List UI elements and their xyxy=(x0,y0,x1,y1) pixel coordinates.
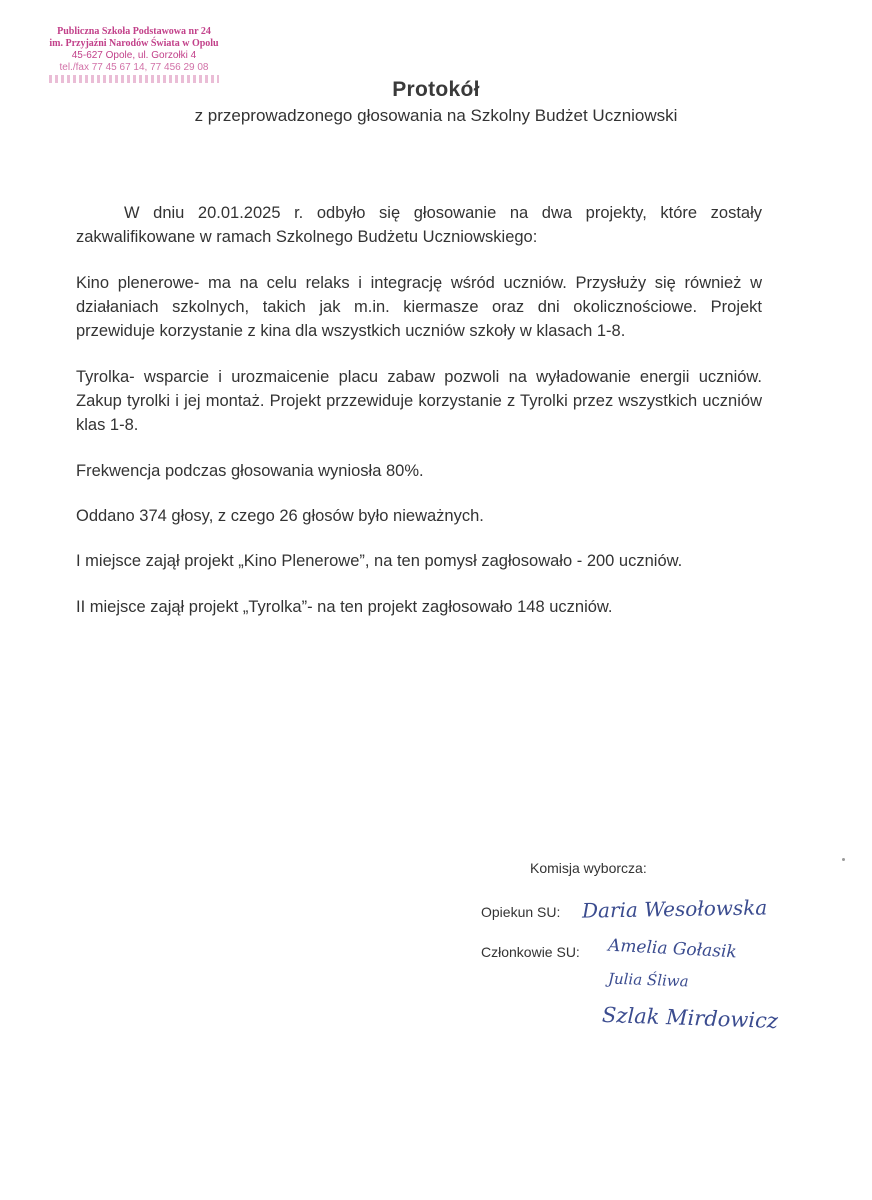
guardian-label: Opiekun SU: xyxy=(481,904,561,920)
document-body xyxy=(76,201,762,641)
member-signature-1: Amelia Gołasik xyxy=(607,935,738,963)
member-signature-3: Szlak Mirdowicz xyxy=(601,1002,779,1034)
paragraph-project-tyrolka: Tyrolka- wsparcie i urozmaicenie placu zabaw pozwoli na wyładowanie energii uczniów. Zakup tyrolki i jej montaż. Projekt przzewiduje korzystanie z Tyrolki przez wszystkich uczniów klas 1-8. xyxy=(76,368,762,434)
document-title: Protokół xyxy=(392,78,480,101)
paragraph-turnout: Frekwencja podczas głosowania wyniosła 80%. xyxy=(76,462,424,480)
document-subtitle: z przeprowadzonego głosowania na Szkolny Budżet Uczniowski xyxy=(194,106,678,125)
stamp-line-patron: im. Przyjaźni Narodów Świata w Opolu xyxy=(49,38,219,49)
paragraph-intro: W dniu 20.01.2025 r. odbyło się głosowanie na dwa projekty, które zostały zakwalifikowane w ramach Szkolnego Budżetu Uczniowskiego: xyxy=(76,204,762,246)
stamp-line-address: 45-627 Opole, ul. Gorzołki 4 xyxy=(71,50,197,61)
commission-label: Komisja wyborcza: xyxy=(530,860,647,876)
paragraph-second-place: II miejsce zajął projekt „Tyrolka”- na ten projekt zagłosowało 148 uczniów. xyxy=(76,598,613,616)
stamp-line-phone: tel./fax 77 45 67 14, 77 456 29 08 xyxy=(59,62,209,73)
paragraph-votes-cast: Oddano 374 głosy, z czego 26 głosów było nieważnych. xyxy=(76,507,484,525)
paragraph-first-place: I miejsce zajął projekt „Kino Plenerowe”, na ten pomysł zagłosowało - 200 uczniów. xyxy=(76,552,683,570)
school-stamp xyxy=(34,26,234,83)
stamp-line-school-name: Publiczna Szkoła Podstawowa nr 24 xyxy=(57,26,211,37)
members-row xyxy=(481,944,580,960)
scan-speck xyxy=(842,858,845,861)
paragraph-project-kino: Kino plenerowe- ma na celu relaks i integrację wśród uczniów. Przysłuży się również w działaniach szkolnych, takich jak m.in. kiermasze oraz dni okolicznościowe. Projekt przewiduje korzystanie z kina dla wszystkich uczniów szkoły w klasach 1-8. xyxy=(76,274,762,340)
guardian-row xyxy=(481,904,560,920)
members-label: Członkowie SU: xyxy=(481,944,580,960)
guardian-signature: Daria Wesołowska xyxy=(581,895,768,923)
member-signature-2: Julia Śliwa xyxy=(607,969,689,991)
